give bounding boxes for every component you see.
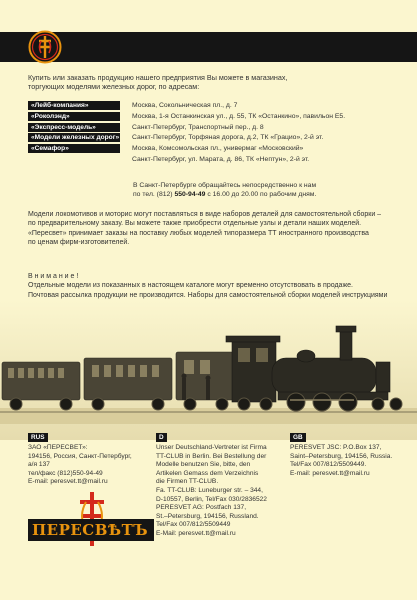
store-address: Москва, Сокольническая пл., д. 7 [132, 101, 238, 109]
attention-heading: В н и м а н и е ! [28, 273, 79, 280]
lang-tag: RUS [28, 433, 48, 442]
store-row [28, 122, 398, 133]
contact-block-gb: GB PERESVET JSC: P.O.Box 137, Saint–Petersburg, 194156, Russia. Tel/Fax 007/812/5509449. E-mail: peresvet.tt@mail.ru [290, 434, 393, 477]
intro-text: Купить или заказать продукцию нашего предприятия Вы можете в магазинах, торгующих моделями железных дорог, по адресам: [28, 73, 288, 92]
store-address: Санкт-Петербург, ул. Марата, д. 86, ТК «Нептун», 2-й эт. [132, 156, 310, 164]
lang-tag: D [156, 433, 167, 442]
store-row [28, 133, 398, 144]
store-list [28, 100, 398, 165]
brand-name: ПЕРЕСВѢТЪ [28, 519, 154, 541]
models-paragraph: Модели локомотивов и моторис могут поставляться в виде наборов деталей для самостоятельной сборки – по предварительному заказу. Вы можете также приобрести отдельные узлы и детали наших моделей. «Пересвет» принимает заказы на поставку любых моделей типоразмера ТТ иностранного производства по ценам фирм-изготовителей. [28, 211, 382, 246]
store-name-badge: «Модели железных дорог» [28, 133, 120, 142]
store-row [28, 144, 398, 155]
store-address: Москва, Комсомольская пл., универмаг «Московский» [132, 145, 304, 153]
store-address: Санкт-Петербург, Торфяная дорога, д.2, ТК «Грацио», 2-й эт. [132, 134, 324, 142]
store-row [28, 100, 398, 111]
store-name-badge: «Роколэнд» [28, 112, 120, 121]
spb-contact-note: В Санкт-Петербурге обращайтесь непосредственно к нам по тел. (812) 550-94-49 с 16.00 до 20.00 по рабочим дням. [133, 182, 317, 199]
peresvet-logo-icon [28, 30, 62, 64]
lang-tag: GB [290, 433, 306, 442]
contact-block-de: D Unser Deutschland-Vertreter ist Firma TT-CLUB in Berlin. Bei Bestellung der Modelle benutzen Sie, bitte, den Artikelen Gemass dem Verzeichnis die Firmen TT-CLUB. Fa. TT-CLUB: Luneburger str. – 344, D-10557, Berlin, Tel/Fax 030/2836522 PERESVET AG: Postfach 137, St.–Petersburg, 194156, Russland. Tel/Fax 007/812/5509449 E-Mail: peresvet.tt@mail.ru [156, 434, 267, 537]
store-address: Санкт-Петербург, Транспортный пер., д. 8 [132, 123, 264, 131]
attention-notice: В н и м а н и е ! Отдельные модели из показанных в настоящем каталоге могут временно отсутствовать в продаже. Почтовая рассылка продукции не производится. Наборы для самостоятельной сборки моделей инструкциями [28, 272, 408, 309]
store-row [28, 154, 398, 165]
vintage-train-photo [0, 300, 417, 440]
store-name-badge: «Семафор» [28, 144, 120, 153]
store-row [28, 111, 398, 122]
phone-number: 550-94-49 [174, 191, 206, 199]
store-address: Москва, 1-я Останкинская ул., д. 55, ТК «Останкино», павильон Е5. [132, 112, 346, 120]
store-name-badge: «Лейб-компания» [28, 101, 120, 110]
contact-block-rus: RUS ЗАО «ПЕРЕСВЕТ»: 194156, Россия, Санкт-Петербург, а/я 137 тел/факс (812)550-94-49 E-mail: peresvet.tt@mail.ru [28, 434, 132, 486]
header-band [0, 32, 417, 62]
store-name-badge: «Экспресс-модель» [28, 123, 120, 132]
